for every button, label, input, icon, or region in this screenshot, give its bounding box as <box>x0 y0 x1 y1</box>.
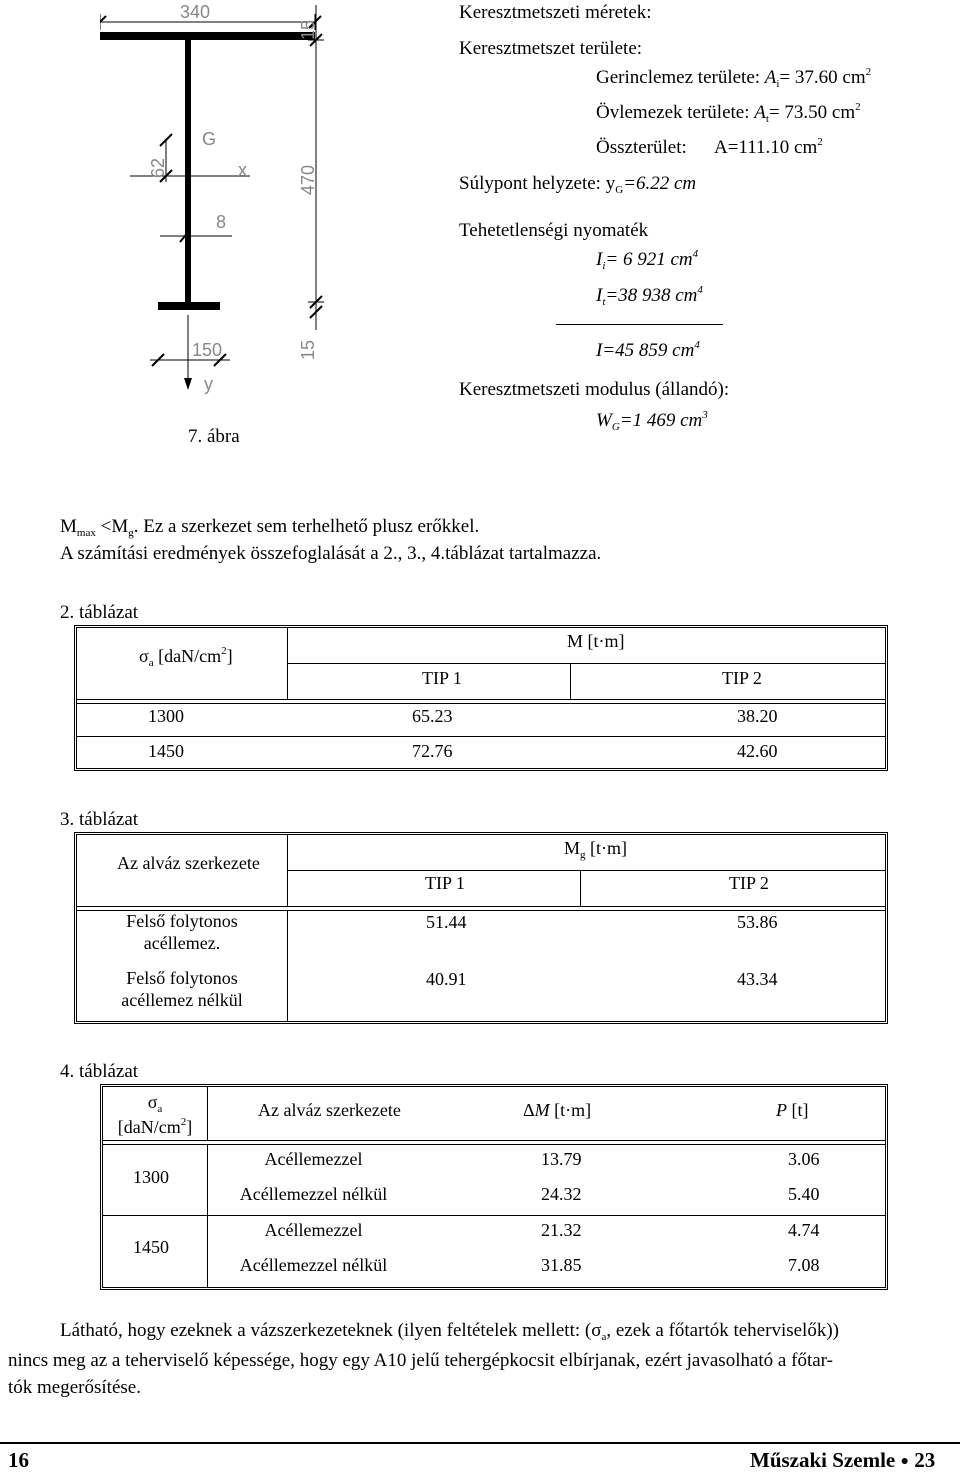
page-number-left: 16 <box>8 1448 29 1472</box>
table2 <box>74 625 888 771</box>
footer-rule <box>0 1442 960 1444</box>
table3-cell: 43.34 <box>737 969 778 989</box>
journal-footer: Műszaki Szemle ● 23 <box>750 1448 936 1472</box>
table4 <box>100 1084 888 1290</box>
inertia-flange: $I_t=38$ 938 $cm^4$ <box>596 284 703 308</box>
table2-cell: 72.76 <box>412 741 453 761</box>
y-axis-label: y <box>204 374 213 394</box>
table2-cell: 65.23 <box>412 706 453 726</box>
modulus-value: $W_G=1$ 469 $cm^3$ <box>596 409 708 433</box>
table3-cell: 51.44 <box>426 912 467 932</box>
dim-bottom-flange: 15 <box>298 339 318 360</box>
table4-stress: 1300 <box>133 1167 169 1187</box>
inertia-web: $I_i= 6$ 921 $cm^4$ <box>596 248 699 272</box>
area-heading: Keresztmetszet területe: <box>459 38 643 59</box>
table2-title: 2. táblázat <box>60 602 139 623</box>
table4-cell: 4.74 <box>788 1220 820 1240</box>
table4-cell: 3.06 <box>788 1149 820 1169</box>
table2-cell: 1450 <box>148 741 184 761</box>
table2-header-tip1: TIP 1 <box>422 668 462 688</box>
figure-caption: 7. ábra <box>188 426 240 447</box>
inertia-total: I=45 859 $cm^4$ <box>596 339 700 361</box>
table4-title: 4. táblázat <box>60 1061 139 1082</box>
table2-cell: 1300 <box>148 706 184 726</box>
table4-row-label: Acéllemezzel <box>264 1220 363 1240</box>
table2-cell: 38.20 <box>737 706 778 726</box>
dim-centroid-offset: 62 <box>148 157 168 178</box>
modulus-heading: Keresztmetszeti modulus (állandó): <box>459 379 730 400</box>
table4-cell: 31.85 <box>541 1255 582 1275</box>
dim-top-flange: 15 <box>298 19 318 40</box>
table4-header-stress: $\sigma_a$ $[daN/cm^2]$ <box>117 1092 193 1137</box>
web-area-line: Gerinclemez területe: $A_i= 37.60$ $cm^2$ <box>596 66 872 90</box>
table4-stress: 1450 <box>133 1237 169 1257</box>
mmax-sentence: $M_{max} <M_g$. Ez a szerkezet sem terhelhető plusz erőkkel. <box>60 516 480 539</box>
dim-top-width: 340 <box>180 2 211 22</box>
table3-row-label: Felső folytonos acéllemez nélkül <box>121 968 243 1010</box>
table3-header-moment: $M_g$ [t·m] <box>564 838 628 861</box>
table4-cell: 24.32 <box>541 1184 582 1204</box>
cross-section-drawing <box>100 0 450 460</box>
table2-header-tip2: TIP 2 <box>722 668 762 688</box>
table3-title: 3. táblázat <box>60 809 139 830</box>
table4-header-delta-m: ΔM [t·m] <box>523 1100 592 1120</box>
table4-row-label: Acéllemezzel nélkül <box>239 1184 388 1204</box>
total-area-line: Összterület: <box>596 137 687 158</box>
sum-rule <box>556 324 723 325</box>
table3-cell: 40.91 <box>426 969 467 989</box>
table4-row-label: Acéllemezzel <box>264 1149 363 1169</box>
section-heading: Keresztmetszeti méretek: <box>459 2 652 23</box>
table3-row-label: Felső folytonos acéllemez. <box>126 911 238 953</box>
table2-header-moment: M [t·m] <box>567 631 625 651</box>
table4-header-structure: Az alváz szerkezete <box>258 1100 401 1120</box>
conclusion-paragraph: Látható, hogy ezeknek a vázszerkezeteknek (ilyen feltételek mellett: ($\sigma_a$, ezek a főtartók teherviselők)) nincs meg az a teherviselő képessége, hogy egy A10 jelű tehergépkocsit elbírjanak, ezért javasolható a főtar- tók megerősítése. <box>8 1320 839 1398</box>
inertia-heading: Tehetetlenségi nyomaték <box>459 220 649 241</box>
flange-area-line: Övlemezek területe: $A_t= 73.50$ $cm^2$ <box>596 101 861 125</box>
table3-header-tip1: TIP 1 <box>425 873 465 893</box>
x-axis-label: x <box>238 160 247 180</box>
table3-cell: 53.86 <box>737 912 778 932</box>
table3-header-structure: Az alváz szerkezete <box>117 853 260 873</box>
table4-cell: 21.32 <box>541 1220 582 1240</box>
total-area-value: A=111.10 $cm^2$ <box>714 136 823 158</box>
dim-web-thickness: 8 <box>216 212 227 232</box>
summary-sentence: A számítási eredmények összefoglalását a 2., 3., 4.táblázat tartalmazza. <box>60 543 602 564</box>
table4-row-label: Acéllemezzel nélkül <box>239 1255 388 1275</box>
centroid-label: G <box>202 129 217 149</box>
table4-header-p: P [t] <box>776 1100 809 1120</box>
table3-header-tip2: TIP 2 <box>729 873 769 893</box>
dim-web-height: 470 <box>298 164 318 195</box>
table4-cell: 7.08 <box>788 1255 820 1275</box>
table4-cell: 13.79 <box>541 1149 582 1169</box>
centroid-line: Súlypont helyzete: $y_G=6.22$ cm <box>459 173 697 196</box>
page-number-right: 23 <box>914 1448 936 1472</box>
table2-cell: 42.60 <box>737 741 778 761</box>
table2-header-stress: $\sigma_a$ $[daN/cm^2]$ <box>139 645 233 669</box>
table3 <box>74 832 888 1024</box>
dim-bottom-width: 150 <box>192 340 223 360</box>
table4-cell: 5.40 <box>788 1184 820 1204</box>
